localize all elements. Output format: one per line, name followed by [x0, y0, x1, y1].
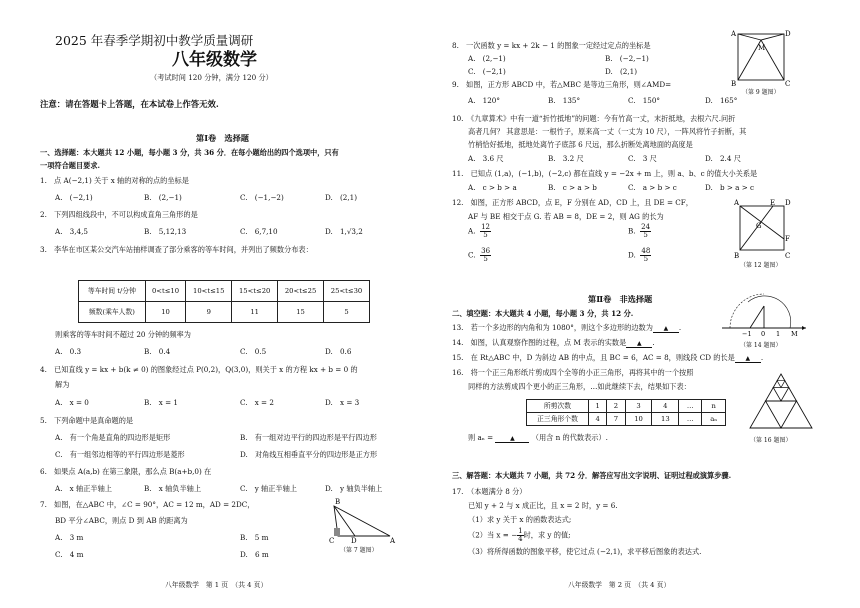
q5-option-c: C. 有一组邻边相等的平行四边形是菱形 — [55, 450, 185, 459]
q1-option-c: C. (−1,−2) — [240, 193, 284, 202]
q4-tail: 解为 — [55, 380, 70, 389]
q9-figure-caption: （第 9 题图） — [742, 89, 780, 96]
q12-label-f: F — [785, 235, 790, 243]
q11-option-d: D. b > a > c — [705, 183, 755, 192]
q5-option-a: A. 有一个角是直角的四边形是矩形 — [55, 433, 171, 442]
page-1-footer: 八年级数学 第 1 页 （共 4 页） — [165, 581, 268, 589]
q2-option-c: C. 6,7,10 — [240, 227, 278, 236]
q12-square-figure — [732, 198, 792, 260]
section2-heading: 二、填空题：本大题共 4 小题，每小题 3 分，共 12 分. — [452, 309, 634, 318]
q10-option-d: D. 2.4 尺 — [705, 154, 741, 163]
q1-option-d: D. (2,1) — [325, 193, 358, 202]
answer-blank: ▲ — [735, 355, 761, 363]
q12-option-b: B. $\frac{24}{5}$ — [628, 223, 651, 239]
table-cell: 13 — [652, 413, 679, 426]
q7-figure-caption: （第 7 题图） — [340, 547, 378, 554]
question-15: 15. 在 Rt△ABC 中，D 为斜边 AB 的中点，且 BC = 6，AC = 8，则线段 CD 的长是 ▲ . — [452, 353, 764, 362]
q7-label-b: B — [335, 498, 341, 506]
table-cell: 所剪次数 — [527, 400, 589, 413]
q3-option-c: C. 0.5 — [240, 347, 267, 356]
q14-label-neg1: −1 — [742, 330, 752, 338]
answer-blank: ▲ — [653, 325, 679, 333]
notice: 注意：请在答题卡上答题，在本试卷上作答无效. — [40, 99, 219, 109]
q7-triangle-figure — [322, 498, 398, 544]
q7-option-a: A. 3 m — [55, 533, 84, 542]
table-cell: … — [679, 400, 702, 413]
q9-stem: 9. 如图，正方形 ABCD 中，若△MBC 是等边三角形，则∠AMD= — [452, 80, 672, 89]
q4-option-c: C. x = 2 — [240, 398, 274, 407]
q2-stem: 2. 下列四组线段中，不可以构成直角三角形的是 — [40, 210, 198, 219]
q6-option-d: D. y 轴负半轴上 — [325, 484, 383, 493]
q17-given: 已知 y + 2 与 x 成正比，且 x = 2 时，y = 6. — [468, 501, 618, 510]
q16-triangle-figure — [748, 372, 814, 432]
q9-label-b: B — [731, 80, 737, 88]
q12-label-e: E — [770, 199, 776, 207]
subject-title: 八年级数学 — [172, 50, 257, 70]
section1-heading: 一、选择题：本大题共 12 小题，每小题 3 分，共 36 分．在每小题给出的四个选项中，只有 — [40, 148, 339, 157]
table-cell: 3 — [625, 400, 652, 413]
q8-option-b: B. (−2,−1) — [605, 54, 649, 63]
q12-label-c: C — [785, 252, 791, 260]
q9-square-figure — [730, 28, 790, 90]
q7-label-c: C — [329, 537, 335, 545]
table-cell: 11 — [232, 302, 278, 323]
table-cell: 正三角形个数 — [527, 413, 589, 426]
q8-stem: 8. 一次函数 y = kx + 2k − 1 的图象一定经过定点的坐标是 — [452, 41, 651, 50]
q12-label-a: A — [734, 199, 740, 207]
table-cell: 15<t≤20 — [232, 281, 278, 302]
table-cell: 10 — [145, 302, 185, 323]
q3-tail: 则乘客的等车时间不超过 20 分钟的频率为 — [55, 330, 191, 339]
q9-option-b: B. 135° — [548, 96, 581, 105]
q6-option-b: B. x 轴负半轴上 — [144, 484, 202, 493]
q4-option-d: D. x = 3 — [325, 398, 360, 407]
table-cell: 9 — [186, 302, 232, 323]
q14-label-m: M — [791, 330, 798, 338]
q4-stem: 4. 已知直线 y = kx + b(k ≠ 0) 的图象经过点 P(0,2)，Q(3,0)，则关于 x 的方程 kx + b = 0 的 — [40, 365, 358, 374]
table-cell: 7 — [607, 413, 625, 426]
q3-option-d: D. 0.6 — [325, 347, 352, 356]
q16-line-1: 16. 将一个正三角形纸片剪成四个全等的小正三角形，再将其中的一个按照 — [452, 368, 694, 377]
q9-label-a: A — [731, 30, 737, 38]
part1-title: 第Ⅰ卷 选择题 — [196, 133, 249, 143]
q9-label-c: C — [785, 80, 791, 88]
q10-line-3: 竹梢恰好抵地，抵地处离竹子底部 6 尺远，那么折断处离地面的高度是 — [468, 140, 693, 149]
table-cell: 等车时间 t/分钟 — [79, 281, 146, 302]
q8-option-a: A. (2,−1) — [468, 54, 506, 63]
table-cell: 10 — [625, 413, 652, 426]
q16-figure-caption: （第 16 题图） — [750, 437, 792, 444]
table-cell: 0<t≤10 — [145, 281, 185, 302]
triangle-count-table — [526, 399, 726, 426]
q5-stem: 5. 下列命题中是真命题的是 — [40, 416, 134, 425]
q9-label-m: M — [758, 44, 766, 52]
q12-line-1: 12. 如图，正方形 ABCD，点 E，F 分别在 AD，CD 上，且 DE = CF， — [452, 198, 693, 207]
q17-header: 17. （本题满分 8 分） — [452, 487, 527, 496]
part2-title: 第Ⅱ卷 非选择题 — [588, 294, 653, 304]
table-cell: 20<t≤25 — [278, 281, 324, 302]
q12-label-d: D — [785, 199, 791, 207]
q1-stem: 1. 点 A(−2,1) 关于 x 轴的对称的点的坐标是 — [40, 176, 189, 185]
q10-option-a: A. 3.6 尺 — [468, 154, 504, 163]
q10-line-2: 高者几何？ 其意思是：一根竹子，原来高一丈（一丈为 10 尺），一阵风将竹子折断，其 — [468, 127, 747, 136]
table-cell: 4 — [652, 400, 679, 413]
table-cell: 25<t≤30 — [324, 281, 370, 302]
q9-option-c: C. 150° — [628, 96, 661, 105]
section1-heading-cont: 一项符合题目要求. — [40, 161, 101, 170]
table-cell: n — [702, 400, 726, 413]
q1-option-a: A. (−2,1) — [55, 193, 93, 202]
q5-option-d: D. 对角线互相垂直平分的四边形是正方形 — [240, 450, 378, 459]
q1-option-b: B. (2,−1) — [144, 193, 182, 202]
q14-label-1: 1 — [776, 330, 781, 338]
table-cell: 10<t≤15 — [186, 281, 232, 302]
table-cell: 2 — [607, 400, 625, 413]
q10-line-1: 10. 《九章算术》中有一道“折竹抵地”的问题：今有竹高一丈，末折抵地，去根六尺.问折 — [452, 114, 736, 123]
table-cell: 1 — [589, 400, 607, 413]
q7-option-c: C. 4 m — [55, 550, 84, 559]
q7-stem-cont: BD 平分∠ABC，则点 D 到 AB 的距离为 — [55, 516, 188, 525]
section3-heading: 三、解答题：本大题共 7 小题，共 72 分．解答应写出文字说明、证明过程或演算步骤. — [452, 471, 732, 480]
frequency-table — [78, 280, 370, 323]
q2-option-d: D. 1,√3,2 — [325, 227, 363, 236]
q9-option-a: A. 120° — [468, 96, 500, 105]
q11-option-b: B. c > a > b — [548, 183, 597, 192]
q9-label-d: D — [785, 30, 791, 38]
q5-option-b: B. 有一组对边平行的四边形是平行四边形 — [240, 433, 377, 442]
table-cell: 5 — [324, 302, 370, 323]
q6-option-a: A. x 轴正半轴上 — [55, 484, 112, 493]
table-cell: 频数(乘车人数) — [79, 302, 146, 323]
question-13: 13. 若一个多边形的内角和为 1080°，则这个多边形的边数为 ▲ . — [452, 323, 682, 332]
exam-info: （考试时间 120 分钟，满分 120 分） — [150, 73, 273, 82]
q16-line-2: 同样的方法剪成四个更小的正三角形，…如此继续下去，结果如下表： — [468, 382, 691, 391]
q7-label-a: A — [390, 537, 396, 545]
q11-stem: 11. 已知点 (1,a)，(−1,b)，(−2,c) 都在直线 y = −2x + m 上，则 a、b、c 的值大小关系是 — [452, 169, 758, 178]
answer-blank: ▲ — [495, 435, 529, 443]
table-cell: … — [679, 413, 702, 426]
q12-line-2: AF 与 BE 相交于点 G. 若 AB = 8，DE = 2，则 AG 的长为 — [468, 212, 664, 221]
q17-part-1: （1）求 y 关于 x 的函数表达式; — [468, 515, 572, 524]
q3-stem: 3. 李华在市区某公交汽车站抽样调查了部分乘客的等车时间，并列出了频数分布表： — [40, 245, 313, 254]
q12-label-g: G — [756, 222, 762, 230]
question-14: 14. 如图，认真观察作图的过程，点 M 表示的实数是 ▲ . — [452, 338, 655, 347]
q8-option-c: C. (−2,1) — [468, 67, 506, 76]
q6-option-c: C. y 轴正半轴上 — [240, 484, 297, 493]
q16-answer-line: 则 aₙ = ▲ （用含 n 的代数表示）. — [468, 433, 608, 442]
answer-blank: ▲ — [626, 340, 652, 348]
q7-label-d: D — [351, 537, 357, 545]
q10-option-b: B. 3.2 尺 — [548, 154, 584, 163]
q14-figure-caption: （第 14 题图） — [740, 342, 782, 349]
table-cell: aₙ — [702, 413, 726, 426]
q2-option-b: B. 5,12,13 — [144, 227, 187, 236]
q7-stem: 7. 如图，在△ABC 中，∠C = 90°，AC = 12 m，AD = 2DC， — [40, 500, 255, 509]
exam-title: 2025 年春季学期初中教学质量调研 — [55, 33, 254, 48]
q12-option-d: D. $\frac{48}{5}$ — [628, 247, 651, 263]
q3-option-b: B. 0.4 — [144, 347, 171, 356]
q17-part-2: （2）当 x = − $\frac{1}{4}$ 时，求 y 的值; — [468, 527, 571, 543]
q4-option-b: B. x = 1 — [144, 398, 178, 407]
q2-option-a: A. 3,4,5 — [55, 227, 88, 236]
q12-label-b: B — [734, 252, 740, 260]
q12-option-c: C. $\frac{36}{5}$ — [468, 247, 491, 263]
q14-label-0: 0 — [761, 330, 766, 338]
q17-part-3: （3）将所得函数的图象平移，使它过点 (−2,1)，求平移后图象的表达式. — [468, 547, 702, 556]
page-2-footer: 八年级数学 第 2 页 （共 4 页） — [568, 581, 671, 589]
q7-option-d: D. 6 m — [240, 550, 269, 559]
table-cell: 4 — [589, 413, 607, 426]
q14-number-line-figure — [718, 292, 810, 340]
q7-option-b: B. 5 m — [240, 533, 269, 542]
q12-option-a: A. $\frac{12}{5}$ — [468, 223, 490, 239]
q10-option-c: C. 3 尺 — [628, 154, 657, 163]
q8-option-d: D. (2,1) — [605, 67, 638, 76]
page-2 — [430, 0, 860, 608]
q4-option-a: A. x = 0 — [55, 398, 89, 407]
q12-figure-caption: （第 12 题图） — [740, 262, 782, 269]
q9-option-d: D. 165° — [705, 96, 738, 105]
q6-stem: 6. 如果点 A(a,b) 在第三象限，那么点 B(a+b,0) 在 — [40, 467, 212, 476]
q11-option-a: A. c > b > a — [468, 183, 517, 192]
table-cell: 15 — [278, 302, 324, 323]
q11-option-c: C. a > b > c — [628, 183, 677, 192]
q3-option-a: A. 0.3 — [55, 347, 82, 356]
